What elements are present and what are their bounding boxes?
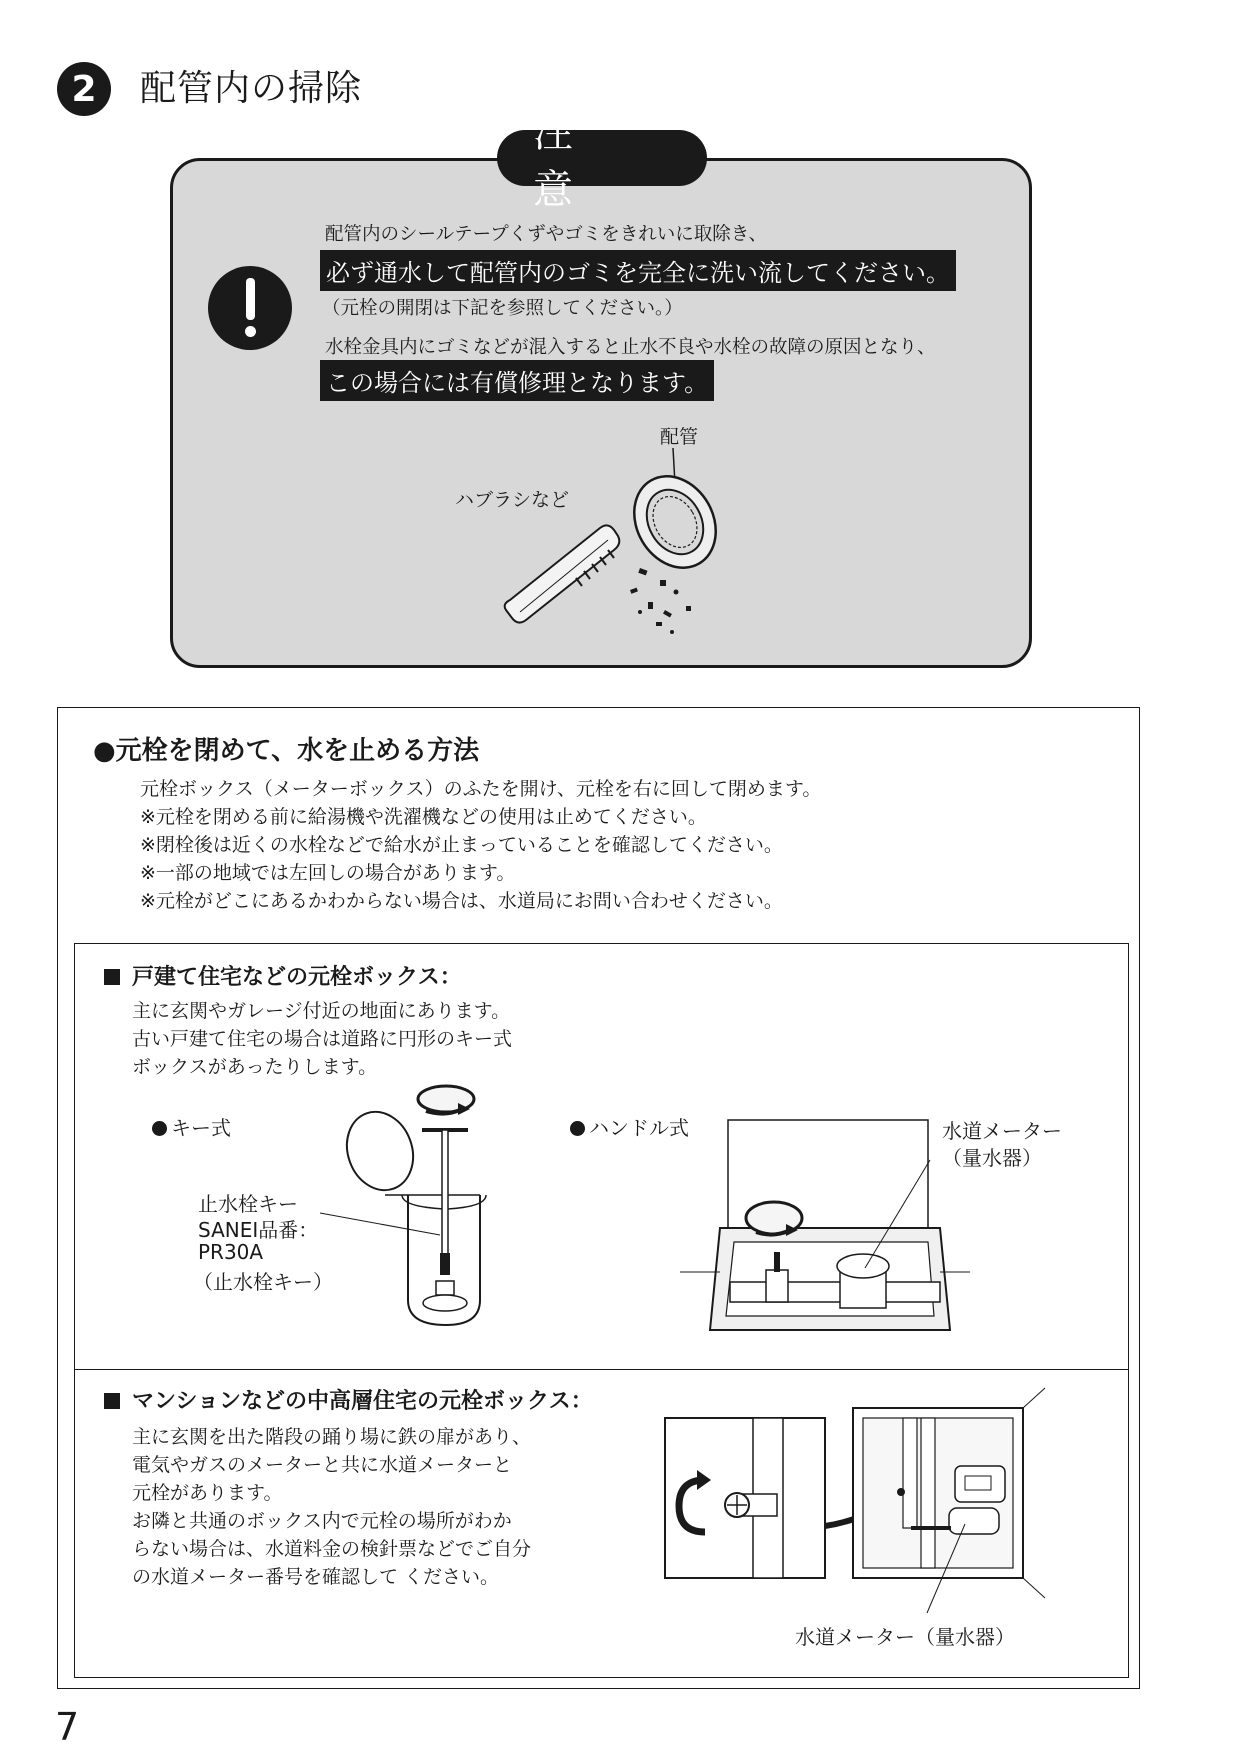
- mansion-meter-label: 水道メーター（量水器）: [795, 1625, 1015, 1649]
- mansion-line: らない場合は、水道料金の検針票などでご自分: [132, 1538, 532, 1560]
- mansion-heading: [104, 1384, 593, 1415]
- detached-line: 主に玄関やガレージ付近の地面にあります。: [132, 1000, 511, 1022]
- main-valve-line: ※一部の地域では左回しの場合があります。: [140, 862, 516, 884]
- handle-type-illustration: [690, 1120, 970, 1340]
- caution-label: 注: [497, 130, 707, 186]
- detached-heading: [104, 960, 462, 991]
- main-valve-line: ※閉栓後は近くの水栓などで給水が止まっていることを確認してください。: [140, 834, 783, 856]
- mansion-line: お隣と共通のボックス内で元栓の場所がわか: [132, 1510, 512, 1532]
- square-bullet-icon: [104, 1393, 120, 1409]
- mansion-line: 電気やガスのメーターと共に水道メーターと: [132, 1454, 513, 1476]
- detached-line: 古い戸建て住宅の場合は道路に円形のキー式: [132, 1028, 513, 1050]
- divider: [74, 1369, 1129, 1370]
- meter-label-line: 水道メーター: [942, 1119, 1062, 1143]
- mansion-line: 主に玄関を出た階段の踊り場に鉄の扉があり、: [132, 1426, 532, 1448]
- key-type-label: [152, 1112, 231, 1141]
- caution-highlight-2: この場合には有償修理となります。: [320, 360, 714, 401]
- key-type-illustration: [330, 1085, 510, 1340]
- bullet-icon: [570, 1121, 585, 1136]
- key-label-line: PR30A: [198, 1240, 264, 1264]
- handle-type-label: [570, 1112, 689, 1141]
- pipe-label: 配管: [660, 426, 699, 448]
- section-number: 2: [71, 68, 97, 110]
- key-label-line: （止水栓キー）: [193, 1270, 333, 1294]
- mansion-line: 元栓があります。: [132, 1482, 283, 1504]
- handle-type-text: ハンドル式: [589, 1116, 689, 1140]
- main-valve-line: 元栓ボックス（メーターボックス）のふたを開け、元栓を右に回して閉めます。: [140, 778, 822, 800]
- caution-line-3: 水栓金具内にゴミなどが混入すると止水不良や水栓の故障の原因となり、: [325, 337, 936, 358]
- brush-pipe-illustration: [490, 440, 750, 650]
- mansion-meter-box-illustration: [665, 1408, 1065, 1620]
- mansion-heading-text: マンションなどの中高層住宅の元栓ボックス：: [132, 1389, 593, 1414]
- section-number-badge: [57, 62, 111, 116]
- key-label-line: 止水栓キー: [198, 1192, 298, 1216]
- main-valve-line: ※元栓がどこにあるかわからない場合は、水道局にお問い合わせください。: [140, 890, 783, 912]
- brush-label: ハブラシなど: [455, 489, 570, 511]
- caution-line-2: （元栓の開閉は下記を参照してください。）: [322, 298, 683, 319]
- page-number: 7: [55, 1705, 80, 1749]
- exclamation-icon: [208, 266, 292, 350]
- bullet-icon: [152, 1121, 167, 1136]
- section-title: 配管内の掃除: [140, 68, 363, 109]
- key-label-line: SANEI品番：: [198, 1218, 319, 1242]
- mansion-line: の水道メーター番号を確認して ください。: [132, 1566, 500, 1588]
- key-type-text: キー式: [171, 1116, 231, 1140]
- caution-highlight-1: 必ず通水して配管内のゴミを完全に洗い流してください。: [320, 250, 956, 291]
- detached-heading-text: 戸建て住宅などの元栓ボックス：: [132, 965, 462, 990]
- main-valve-heading: ●元栓を閉めて、水を止める方法: [93, 736, 480, 766]
- caution-line-1: 配管内のシールテープくずやゴミをきれいに取除き、: [325, 224, 767, 245]
- square-bullet-icon: [104, 969, 120, 985]
- meter-label-line: （量水器）: [942, 1146, 1042, 1170]
- detached-line: ボックスがあったりします。: [132, 1056, 378, 1078]
- main-valve-line: ※元栓を閉める前に給湯機や洗濯機などの使用は止めてください。: [140, 806, 707, 828]
